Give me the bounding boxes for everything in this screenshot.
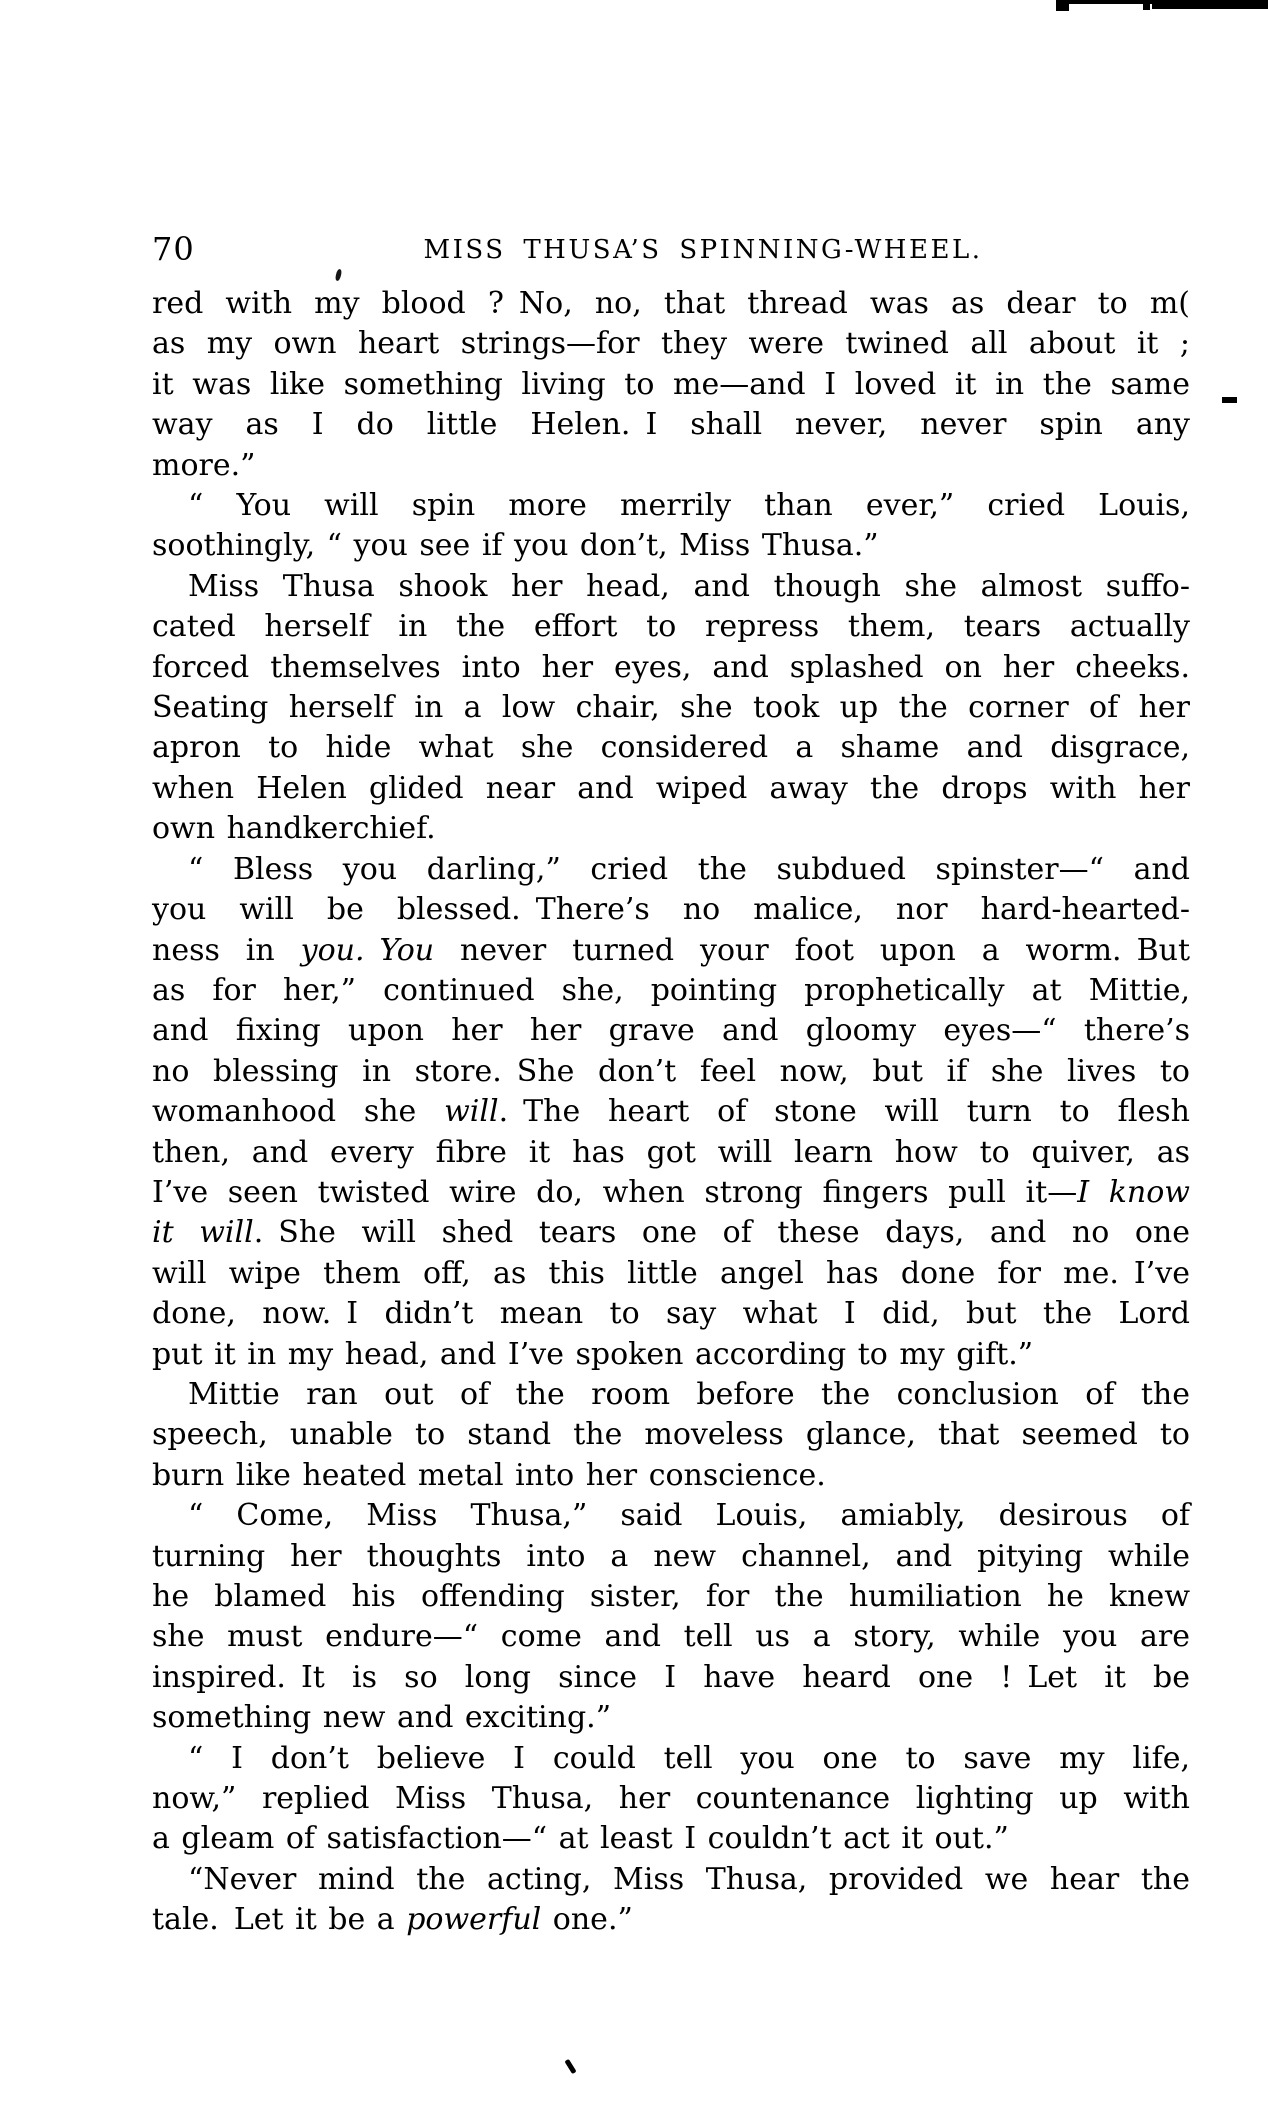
text-line: inspired. It is so long since I have heard one ! Let it be xyxy=(152,1659,1190,1695)
text-line: she must endure—“ come and tell us a story, while you are xyxy=(152,1619,1190,1655)
text-line: put it in my head, and I’ve spoken according to my gift.” xyxy=(152,1336,1034,1372)
text-line: apron to hide what she considered a shame and disgrace, xyxy=(152,730,1190,766)
text-line: and fixing upon her her grave and gloomy eyes—“ there’s xyxy=(152,1013,1190,1049)
text-line: done, now. I didn’t mean to say what I did, but the Lord xyxy=(152,1296,1190,1332)
text-line: womanhood she will. The heart of stone will turn to flesh xyxy=(152,1094,1190,1130)
text-line: it was like something living to me—and I loved it in the same xyxy=(152,366,1190,402)
text-line: “ Bless you darling,” cried the subdued spinster—“ and xyxy=(188,851,1190,887)
text-line: burn like heated metal into her conscience. xyxy=(152,1457,826,1493)
text-line: when Helen glided near and wiped away the drops with her xyxy=(152,770,1190,806)
page-header xyxy=(152,228,1190,272)
text-line: Seating herself in a low chair, she took up the corner of her xyxy=(152,690,1190,726)
text-line: Mittie ran out of the room before the conclusion of the xyxy=(188,1376,1190,1412)
scan-artifact-top-line-thick xyxy=(1152,0,1268,9)
text-line: forced themselves into her eyes, and splashed on her cheeks. xyxy=(152,649,1190,685)
text-line: no blessing in store. She don’t feel now, but if she lives to xyxy=(152,1053,1190,1089)
running-title: MISS THUSA’S SPINNING-WHEEL. xyxy=(423,235,983,265)
text-line: “ You will spin more merrily than ever,” cried Louis, xyxy=(188,488,1190,524)
text-block xyxy=(152,284,1190,1941)
text-line: it will. She will shed tears one of these days, and no one xyxy=(152,1215,1191,1251)
text-line: tale. Let it be a powerful one.” xyxy=(152,1902,633,1938)
text-line: Miss Thusa shook her head, and though she almost suffo- xyxy=(188,568,1190,604)
page-number: 70 xyxy=(152,230,195,268)
text-line: “ I don’t believe I could tell you one to save my life, xyxy=(188,1740,1190,1776)
text-line: “ Come, Miss Thusa,” said Louis, amiably, desirous of xyxy=(188,1498,1190,1534)
text-line: speech, unable to stand the moveless glance, that seemed to xyxy=(152,1417,1190,1453)
text-line: soothingly, “ you see if you don’t, Miss Thusa.” xyxy=(152,528,879,564)
scan-artifact-top-nub xyxy=(1056,0,1069,11)
text-line: you will be blessed. There’s no malice, nor hard-hearted- xyxy=(152,892,1190,928)
text-line: own handkerchief. xyxy=(152,811,436,847)
text-line: he blamed his offending sister, for the humiliation he knew xyxy=(152,1579,1190,1614)
scan-artifact-stray-mark xyxy=(564,2059,576,2074)
text-line: turning her thoughts into a new channel, and pitying while xyxy=(152,1538,1190,1574)
text-line: will wipe them off, as this little angel has done for me. I’ve xyxy=(152,1255,1190,1291)
text-line: cated herself in the effort to repress them, tears actually xyxy=(152,609,1190,645)
text-line: red with my blood ? No, no, that thread was as dear to m( xyxy=(152,286,1190,321)
text-line: as my own heart strings—for they were twined all about it ; xyxy=(152,326,1190,362)
text-line: ness in you. You never turned your foot upon a worm. But xyxy=(152,932,1190,968)
scan-artifact-top-tick xyxy=(1143,3,1150,10)
text-line: way as I do little Helen. I shall never, never spin any xyxy=(152,407,1190,443)
text-line: I’ve seen twisted wire do, when strong fingers pull it—I know xyxy=(152,1174,1190,1210)
text-line: now,” replied Miss Thusa, her countenance lighting up with xyxy=(152,1781,1190,1817)
text-line: as for her,” continued she, pointing prophetically at Mittie, xyxy=(152,972,1190,1008)
scan-artifact-margin-dash xyxy=(1222,397,1237,403)
text-line: then, and every fibre it has got will learn how to quiver, as xyxy=(152,1134,1190,1170)
text-line: a gleam of satisfaction—“ at least I couldn’t act it out.” xyxy=(152,1821,1009,1857)
text-line: “Never mind the acting, Miss Thusa, provided we hear the xyxy=(188,1861,1190,1897)
text-line: more.” xyxy=(152,447,256,483)
text-line: something new and exciting.” xyxy=(152,1700,612,1736)
